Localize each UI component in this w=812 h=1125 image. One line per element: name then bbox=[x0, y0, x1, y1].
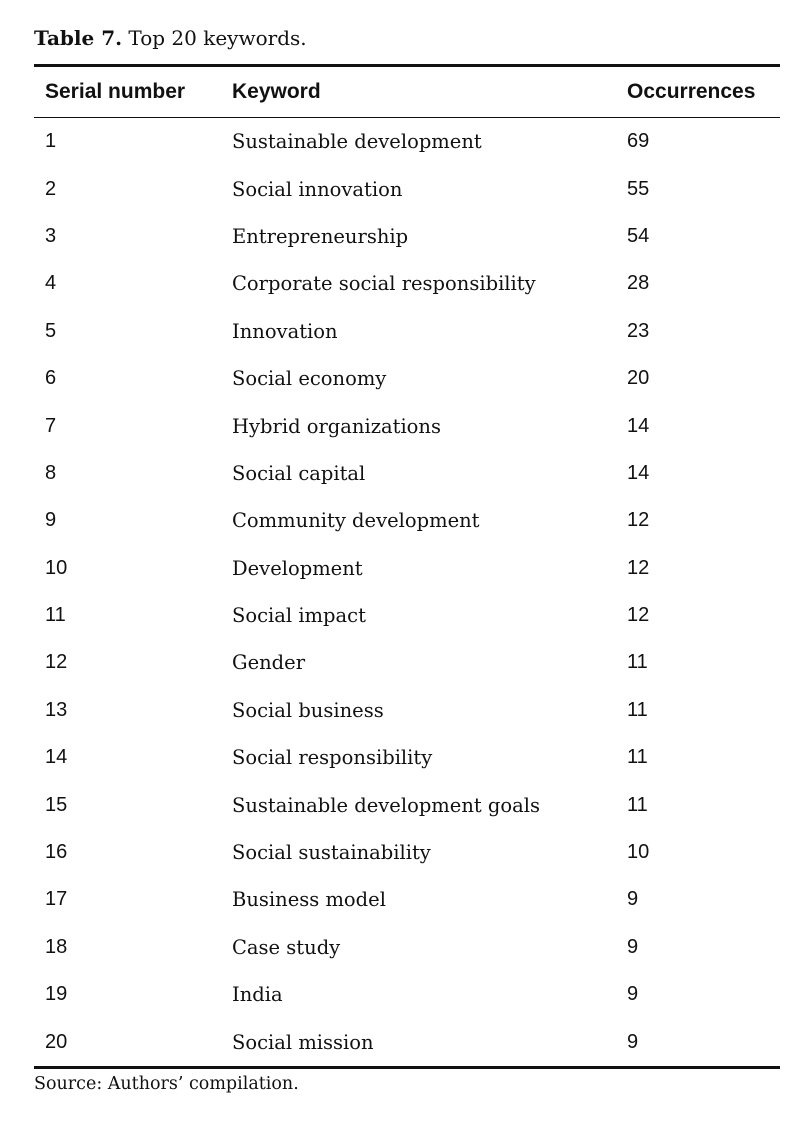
table-row bbox=[34, 639, 780, 686]
cell-keyword: Innovation bbox=[232, 319, 338, 343]
cell-keyword: Development bbox=[232, 556, 363, 580]
cell-serial-number: 5 bbox=[45, 319, 57, 342]
cell-occurrences: 55 bbox=[627, 177, 650, 200]
table-row bbox=[34, 1018, 780, 1067]
cell-serial-number: 4 bbox=[45, 272, 57, 295]
cell-serial-number: 20 bbox=[45, 1030, 68, 1053]
table-row bbox=[34, 734, 780, 781]
cell-serial-number: 9 bbox=[45, 509, 57, 532]
table-row bbox=[34, 402, 780, 449]
cell-serial-number: 16 bbox=[45, 841, 68, 864]
table-row bbox=[34, 355, 780, 402]
cell-serial-number: 13 bbox=[45, 698, 68, 721]
cell-occurrences: 11 bbox=[627, 746, 648, 769]
cell-occurrences: 69 bbox=[627, 130, 650, 153]
cell-occurrences: 14 bbox=[627, 461, 650, 484]
cell-occurrences: 9 bbox=[627, 935, 639, 958]
cell-keyword: Social responsibility bbox=[232, 746, 433, 770]
cell-keyword: Hybrid organizations bbox=[232, 414, 441, 438]
cell-keyword: Social innovation bbox=[232, 177, 403, 201]
header-serial-number: Serial number bbox=[45, 80, 186, 103]
table-row bbox=[34, 876, 780, 923]
cell-keyword: Entrepreneurship bbox=[232, 224, 409, 248]
cell-serial-number: 17 bbox=[45, 888, 68, 911]
cell-serial-number: 8 bbox=[45, 461, 57, 484]
cell-keyword: Case study bbox=[232, 935, 341, 959]
keywords-table bbox=[34, 64, 780, 1069]
cell-occurrences: 28 bbox=[627, 272, 650, 295]
header-keyword: Keyword bbox=[232, 80, 321, 103]
table-row bbox=[34, 545, 780, 592]
cell-serial-number: 18 bbox=[45, 935, 68, 958]
cell-serial-number: 11 bbox=[45, 604, 66, 627]
cell-occurrences: 11 bbox=[627, 698, 648, 721]
keywords-table-container bbox=[34, 64, 780, 1069]
table-row bbox=[34, 308, 780, 355]
table-row bbox=[34, 592, 780, 639]
cell-occurrences: 54 bbox=[627, 224, 650, 247]
table-row bbox=[34, 260, 780, 307]
cell-occurrences: 11 bbox=[627, 793, 648, 816]
cell-serial-number: 2 bbox=[45, 177, 57, 200]
table-header-row bbox=[34, 66, 780, 118]
cell-serial-number: 6 bbox=[45, 367, 57, 390]
table-row bbox=[34, 781, 780, 828]
table-caption bbox=[34, 24, 307, 52]
cell-keyword: Business model bbox=[232, 888, 386, 912]
cell-keyword: India bbox=[232, 983, 283, 1007]
cell-occurrences: 14 bbox=[627, 414, 650, 437]
table-caption-label: Table 7. bbox=[34, 26, 123, 50]
header-occurrences: Occurrences bbox=[627, 80, 756, 103]
table-row bbox=[34, 213, 780, 260]
table-row bbox=[34, 118, 780, 166]
cell-keyword: Social sustainability bbox=[232, 841, 431, 865]
cell-serial-number: 10 bbox=[45, 556, 68, 579]
source-note: Source: Authors’ compilation. bbox=[34, 1074, 299, 1094]
cell-occurrences: 20 bbox=[627, 367, 650, 390]
cell-keyword: Social capital bbox=[232, 461, 366, 485]
cell-serial-number: 12 bbox=[45, 651, 68, 674]
cell-serial-number: 3 bbox=[45, 224, 57, 247]
cell-serial-number: 15 bbox=[45, 793, 68, 816]
cell-occurrences: 23 bbox=[627, 319, 650, 342]
table-row bbox=[34, 924, 780, 971]
cell-occurrences: 9 bbox=[627, 983, 639, 1006]
cell-serial-number: 14 bbox=[45, 746, 68, 769]
cell-serial-number: 7 bbox=[45, 414, 57, 437]
table-row bbox=[34, 829, 780, 876]
cell-serial-number: 1 bbox=[45, 130, 57, 153]
cell-occurrences: 12 bbox=[627, 604, 650, 627]
cell-occurrences: 9 bbox=[627, 888, 639, 911]
table-body bbox=[34, 118, 780, 1068]
cell-keyword: Corporate social responsibility bbox=[232, 272, 536, 296]
table-row bbox=[34, 165, 780, 212]
cell-keyword: Social business bbox=[232, 698, 384, 722]
table-row bbox=[34, 450, 780, 497]
table-caption-text: Top 20 keywords. bbox=[122, 26, 307, 50]
cell-keyword: Community development bbox=[232, 509, 480, 533]
cell-occurrences: 11 bbox=[627, 651, 648, 674]
cell-occurrences: 9 bbox=[627, 1030, 639, 1053]
cell-keyword: Social mission bbox=[232, 1030, 374, 1054]
cell-keyword: Social impact bbox=[232, 604, 366, 628]
cell-keyword: Sustainable development goals bbox=[232, 793, 541, 817]
table-row bbox=[34, 687, 780, 734]
cell-serial-number: 19 bbox=[45, 983, 68, 1006]
cell-occurrences: 12 bbox=[627, 556, 650, 579]
table-row bbox=[34, 971, 780, 1018]
cell-keyword: Social economy bbox=[232, 367, 387, 391]
cell-occurrences: 12 bbox=[627, 509, 650, 532]
cell-keyword: Gender bbox=[232, 651, 306, 675]
cell-keyword: Sustainable development bbox=[232, 130, 482, 154]
cell-occurrences: 10 bbox=[627, 841, 650, 864]
table-row bbox=[34, 497, 780, 544]
